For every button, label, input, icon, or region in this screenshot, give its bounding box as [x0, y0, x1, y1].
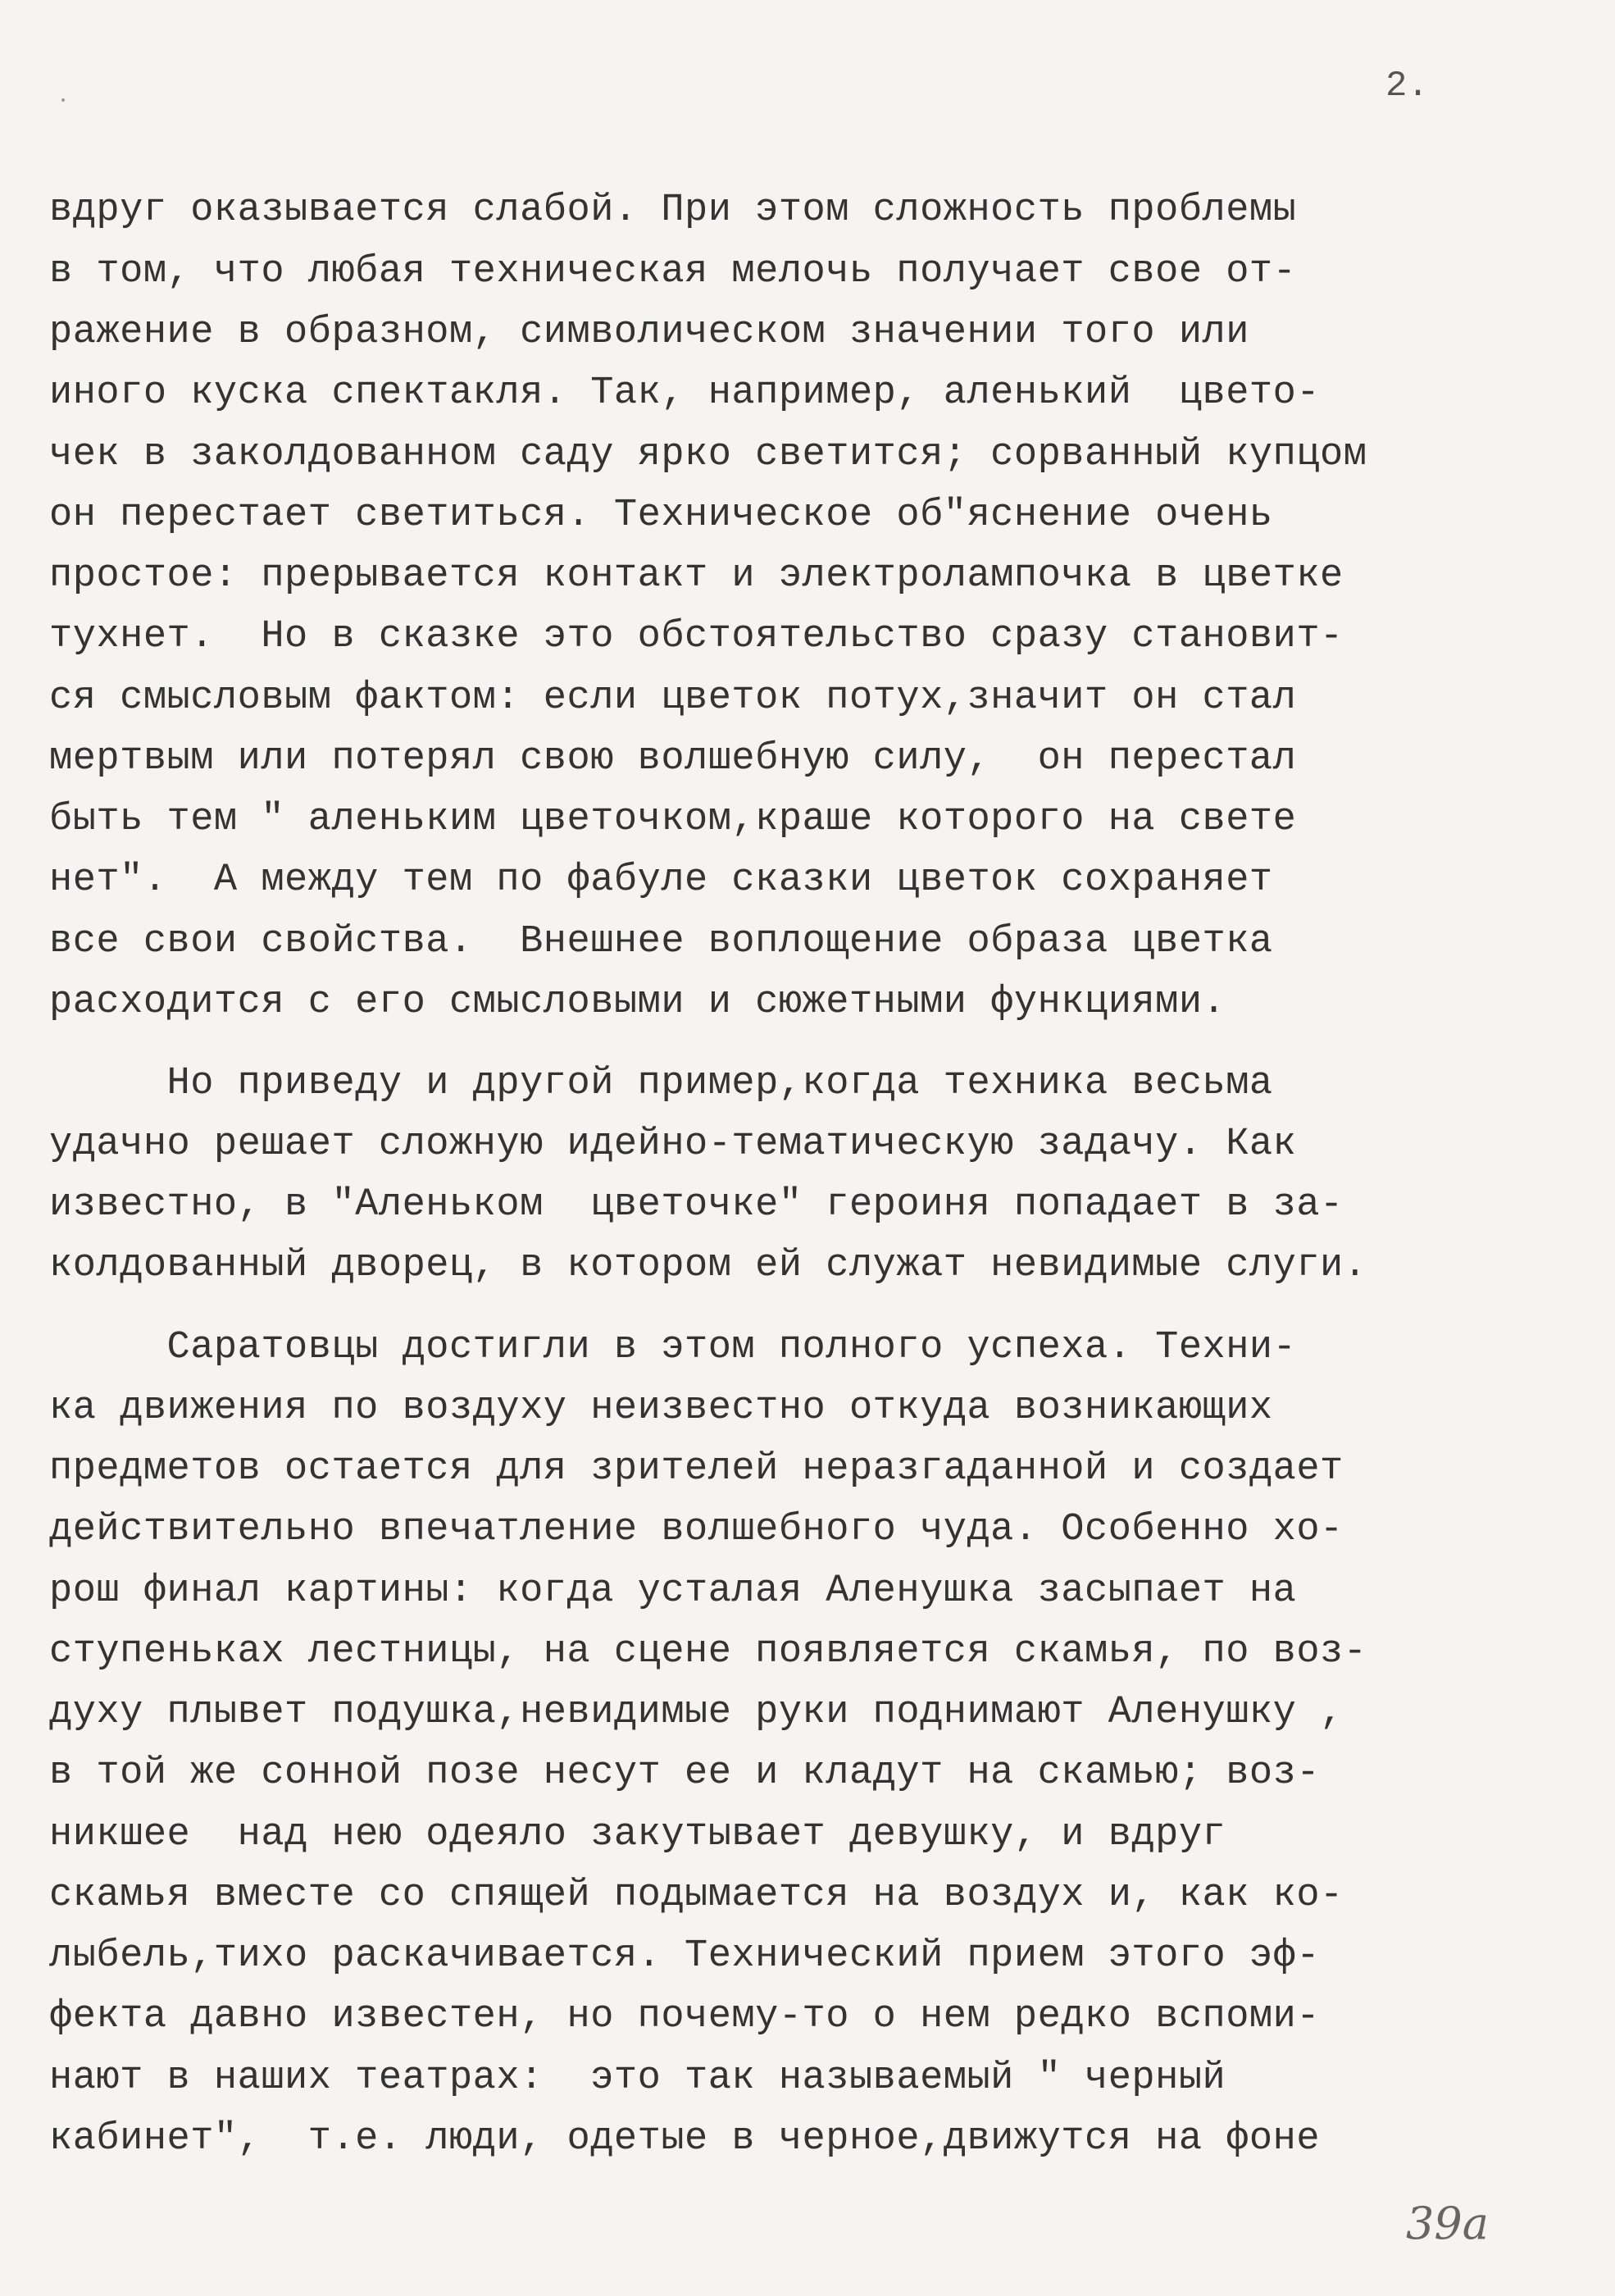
text-line: кабинет", т.е. люди, одетые в черное,движутся на фоне [49, 2117, 1321, 2161]
text-line: вдруг оказывается слабой. При этом сложность проблемы [49, 189, 1297, 232]
text-line: все свои свойства. Внешнее воплощение образа цветка [49, 920, 1273, 963]
text-line: никшее над нею одеяло закутывает девушку, и вдруг [49, 1813, 1226, 1856]
text-line: ражение в образном, символическом значении того или [49, 311, 1249, 354]
text-line: он перестает светиться. Техническое об"яснение очень [49, 494, 1273, 537]
text-line: духу плывет подушка,невидимые руки поднимают Аленушку , [49, 1691, 1344, 1734]
text-line: предметов остается для зрителей неразгаданной и создает [49, 1447, 1344, 1491]
text-line: в том, что любая техническая мелочь получает свое от- [49, 250, 1297, 294]
text-line: удачно решает сложную идейно-тематическую задачу. Как [49, 1123, 1297, 1166]
text-line: мертвым или потерял свою волшебную силу, он перестал [49, 737, 1297, 781]
text-line: простое: прерывается контакт и электролампочка в цветке [49, 554, 1344, 598]
text-line: ка движения по воздуху неизвестно откуда возникающих [49, 1387, 1273, 1430]
text-line: чек в заколдованном саду ярко светится; сорванный купцом [49, 433, 1367, 476]
text-line: тухнет. Но в сказке это обстоятельство сразу становит- [49, 615, 1344, 658]
text-line: Саратовцы достигли в этом полного успеха. Техни- [49, 1326, 1297, 1369]
text-line: лыбель,тихо раскачивается. Технический прием этого эф- [49, 1934, 1321, 1978]
text-line: быть тем " аленьким цветочком,краше которого на свете [49, 798, 1297, 841]
text-line: в той же сонной позе несут ее и кладут на скамью; воз- [49, 1752, 1321, 1795]
text-line: колдованный дворец, в котором ей служат невидимые слуги. [49, 1244, 1367, 1287]
text-line: ступеньках лестницы, на сцене появляется скамья, по воз- [49, 1630, 1367, 1674]
text-line: иного куска спектакля. Так, например, аленький цвето- [49, 371, 1321, 415]
text-line: нет". А между тем по фабуле сказки цветок сохраняет [49, 859, 1273, 902]
page-number: 2. [1385, 66, 1429, 107]
text-line: фекта давно известен, но почему-то о нем редко вспоми- [49, 1995, 1321, 2039]
margin-mark [61, 98, 65, 102]
text-line: расходится с его смысловыми и сюжетными функциями. [49, 981, 1226, 1024]
text-line: Но приведу и другой пример,когда техника весьма [49, 1062, 1273, 1105]
text-line: нают в наших театрах: это так называемый " черный [49, 2057, 1226, 2100]
text-line: ся смысловым фактом: если цветок потух,значит он стал [49, 676, 1297, 720]
text-line: рош финал картины: когда усталая Аленушка засыпает на [49, 1569, 1297, 1613]
text-line: действительно впечатление волшебного чуда. Особенно хо- [49, 1508, 1344, 1551]
handwritten-folio-number: 39а [1406, 2198, 1489, 2249]
text-line: известно, в "Аленьком цветочке" героиня попадает в за- [49, 1183, 1344, 1227]
text-line: скамья вместе со спящей подымается на воздух и, как ко- [49, 1874, 1344, 1917]
